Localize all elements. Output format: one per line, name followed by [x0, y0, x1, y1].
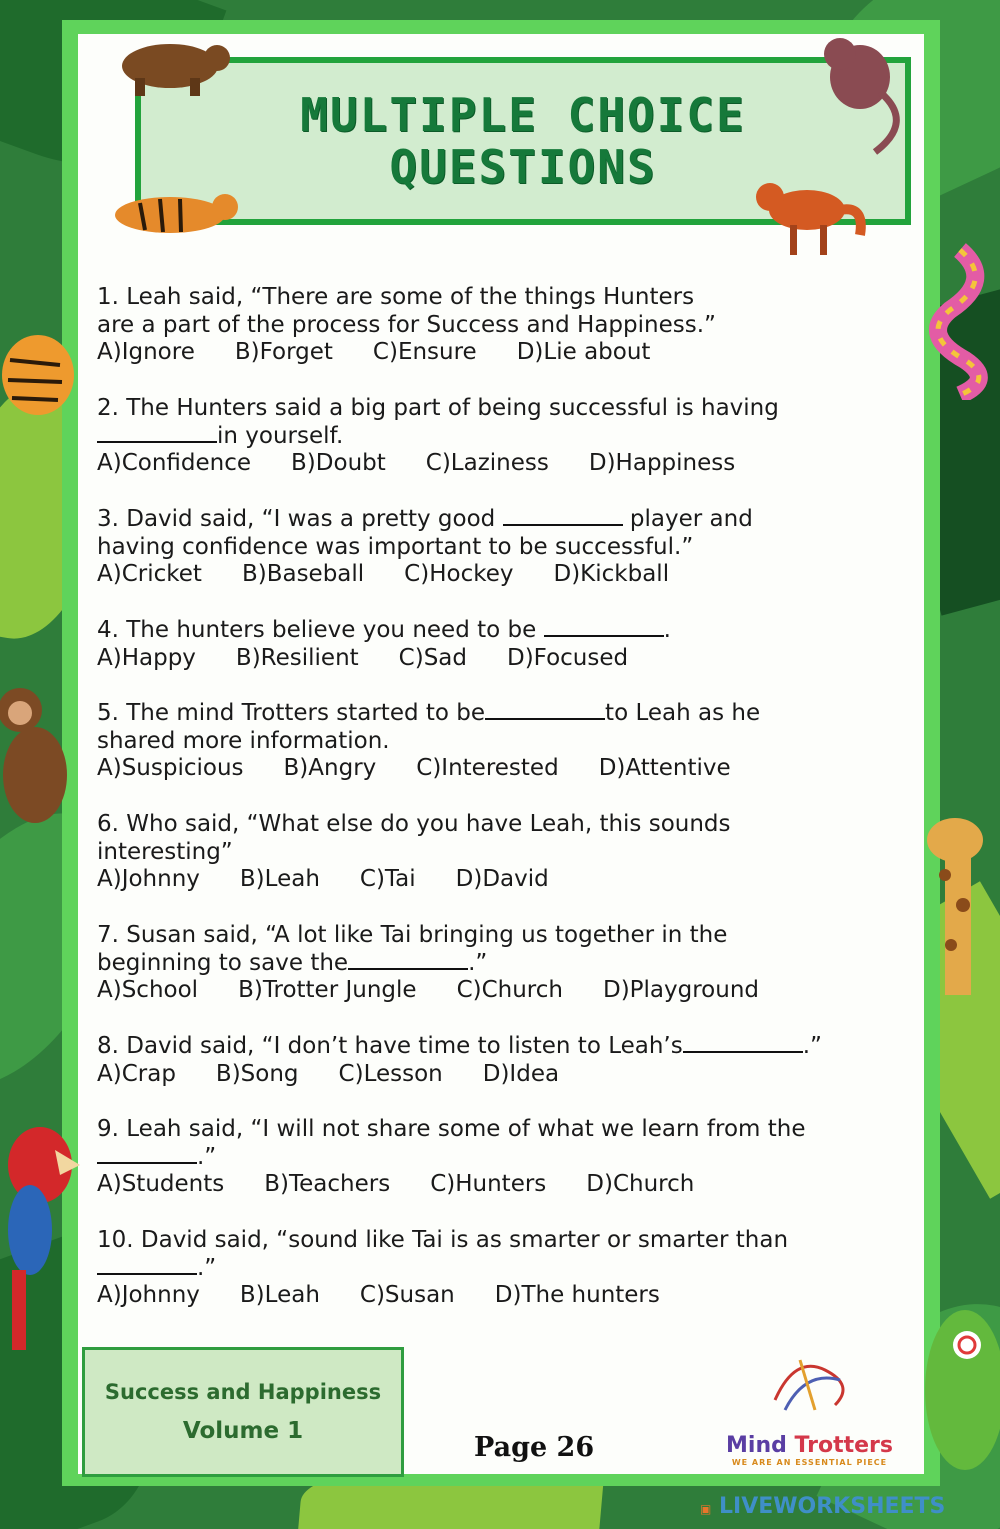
option-c[interactable]: C)Church — [456, 977, 563, 1003]
liveworksheets-watermark — [700, 1494, 945, 1519]
option-d[interactable]: D)Focused — [507, 644, 629, 671]
question-3 — [97, 506, 753, 589]
option-b[interactable]: B)Teachers — [264, 1171, 391, 1197]
question-5 — [97, 700, 760, 783]
tiger-illustration — [95, 175, 245, 240]
option-a[interactable]: A)Crap — [97, 1060, 176, 1087]
question-text-end: player and having confidence was important to be successful.” — [97, 506, 753, 560]
answer-blank[interactable] — [97, 1148, 197, 1164]
question-7 — [97, 922, 759, 1005]
answer-blank[interactable] — [485, 704, 605, 720]
option-a[interactable]: A)Happy — [97, 644, 196, 671]
option-c[interactable]: C)Ensure — [372, 339, 477, 365]
question-1 — [97, 284, 716, 367]
chimp-illustration — [0, 685, 80, 835]
answer-blank[interactable] — [683, 1037, 803, 1053]
chameleon-illustration — [905, 1300, 1000, 1490]
option-d[interactable]: D)Playground — [602, 977, 760, 1003]
answer-options — [97, 866, 731, 894]
question-6 — [97, 811, 731, 894]
answer-options — [97, 1061, 822, 1089]
answer-options — [97, 755, 760, 783]
question-text-end: . — [663, 617, 671, 643]
title-line-2: QUESTIONS — [389, 140, 657, 194]
monkey-illustration — [800, 22, 920, 162]
question-2 — [97, 395, 779, 478]
watermark-text: LIVEWORKSHEETS — [719, 1494, 946, 1519]
answer-options — [97, 339, 716, 367]
brand-logo — [712, 1350, 907, 1475]
answer-options — [97, 1282, 788, 1310]
option-a[interactable]: A)Ignore — [97, 339, 195, 365]
question-4 — [97, 617, 671, 672]
question-text-start: 8. David said, “I don’t have time to listen to Leah’s — [97, 1033, 683, 1059]
option-d[interactable]: D)The hunters — [494, 1282, 660, 1308]
question-text-end: .” — [468, 949, 488, 976]
option-b[interactable]: B)Trotter Jungle — [238, 977, 417, 1003]
option-c[interactable]: C)Hockey — [404, 561, 514, 587]
option-d[interactable]: D)Church — [586, 1171, 695, 1197]
parrot-illustration — [0, 1120, 85, 1350]
option-b[interactable]: B)Leah — [239, 866, 320, 892]
title-line-1: MULTIPLE CHOICE — [300, 88, 746, 142]
question-8 — [97, 1033, 822, 1088]
option-a[interactable]: A)School — [97, 977, 199, 1003]
answer-options — [97, 561, 753, 589]
option-d[interactable]: D)Lie about — [516, 339, 651, 365]
series-title: Success and Happiness — [104, 1380, 382, 1404]
option-d[interactable]: D)Attentive — [598, 755, 731, 781]
giraffe-illustration — [915, 805, 1000, 995]
question-9 — [97, 1116, 805, 1199]
option-d[interactable]: D)Idea — [482, 1060, 560, 1087]
option-d[interactable]: D)Kickball — [553, 561, 670, 587]
answer-blank[interactable] — [544, 621, 664, 637]
answer-options — [97, 645, 671, 673]
question-text-end: .” — [197, 1254, 217, 1281]
option-a[interactable]: A)Suspicious — [97, 755, 244, 781]
question-text-end: in yourself. — [217, 422, 344, 449]
question-text-start: 7. Susan said, “A lot like Tai bringing us together in the beginning to save the — [97, 922, 728, 976]
brand-tagline: WE ARE AN ESSENTIAL PIECE — [731, 1458, 888, 1467]
question-text-start: 9. Leah said, “I will not share some of what we learn from the — [97, 1116, 806, 1142]
question-text: 1. Leah said, “There are some of the things Hunters are a part of the process for Success and Happiness.” — [97, 284, 716, 338]
bear-illustration — [105, 28, 235, 98]
option-b[interactable]: B)Leah — [239, 1282, 320, 1308]
page-number: Page 26 — [474, 1432, 595, 1463]
answer-options — [97, 450, 779, 478]
option-a[interactable]: A)Johnny — [97, 866, 200, 892]
option-b[interactable]: B)Baseball — [241, 561, 365, 587]
volume-badge — [82, 1347, 404, 1477]
snake-illustration — [920, 240, 1000, 400]
answer-blank[interactable] — [97, 1259, 197, 1275]
option-b[interactable]: B)Angry — [283, 755, 377, 781]
option-b[interactable]: B)Song — [215, 1060, 299, 1087]
option-d[interactable]: D)Happiness — [588, 450, 736, 476]
question-text-start: 5. The mind Trotters started to be — [97, 700, 486, 726]
option-c[interactable]: C)Lesson — [338, 1060, 443, 1087]
brand-name-first: Mind — [726, 1433, 787, 1458]
answer-options — [97, 1171, 805, 1199]
option-b[interactable]: B)Resilient — [235, 644, 359, 671]
tiger-side-illustration — [0, 320, 85, 420]
option-c[interactable]: C)Hunters — [430, 1171, 547, 1197]
option-c[interactable]: C)Interested — [416, 755, 559, 781]
question-text-end: to Leah as he shared more information. — [97, 700, 761, 754]
liveworksheets-icon: ▣ — [700, 1502, 712, 1516]
answer-blank[interactable] — [97, 427, 217, 443]
question-text-start: 10. David said, “sound like Tai is as smarter or smarter than — [97, 1227, 789, 1253]
option-d[interactable]: D)David — [455, 866, 549, 892]
option-c[interactable]: C)Susan — [359, 1282, 455, 1308]
option-b[interactable]: B)Doubt — [291, 450, 386, 476]
answer-blank[interactable] — [503, 510, 623, 526]
option-a[interactable]: A)Students — [97, 1171, 225, 1197]
question-10 — [97, 1227, 788, 1310]
question-text-start: 4. The hunters believe you need to be — [97, 617, 544, 643]
option-a[interactable]: A)Cricket — [97, 561, 202, 587]
question-text-end: .” — [197, 1143, 217, 1170]
answer-blank[interactable] — [348, 954, 468, 970]
volume-label: Volume 1 — [182, 1418, 304, 1444]
answer-options — [97, 977, 759, 1005]
question-text: 6. Who said, “What else do you have Leah, this sounds interesting” — [97, 811, 731, 865]
option-a[interactable]: A)Confidence — [97, 450, 252, 476]
option-a[interactable]: A)Johnny — [97, 1282, 200, 1308]
option-c[interactable]: C)Sad — [398, 644, 467, 671]
puzzle-swirl-icon — [755, 1350, 865, 1420]
question-text-start: 2. The Hunters said a big part of being successful is having — [97, 395, 779, 421]
option-b[interactable]: B)Forget — [234, 339, 333, 365]
option-c[interactable]: C)Tai — [359, 866, 416, 892]
question-text-end: .” — [802, 1033, 822, 1059]
option-c[interactable]: C)Laziness — [425, 450, 549, 476]
brand-name-second: Trotters — [794, 1433, 893, 1458]
question-text-start: 3. David said, “I was a pretty good — [97, 506, 503, 532]
fox-illustration — [745, 165, 870, 260]
